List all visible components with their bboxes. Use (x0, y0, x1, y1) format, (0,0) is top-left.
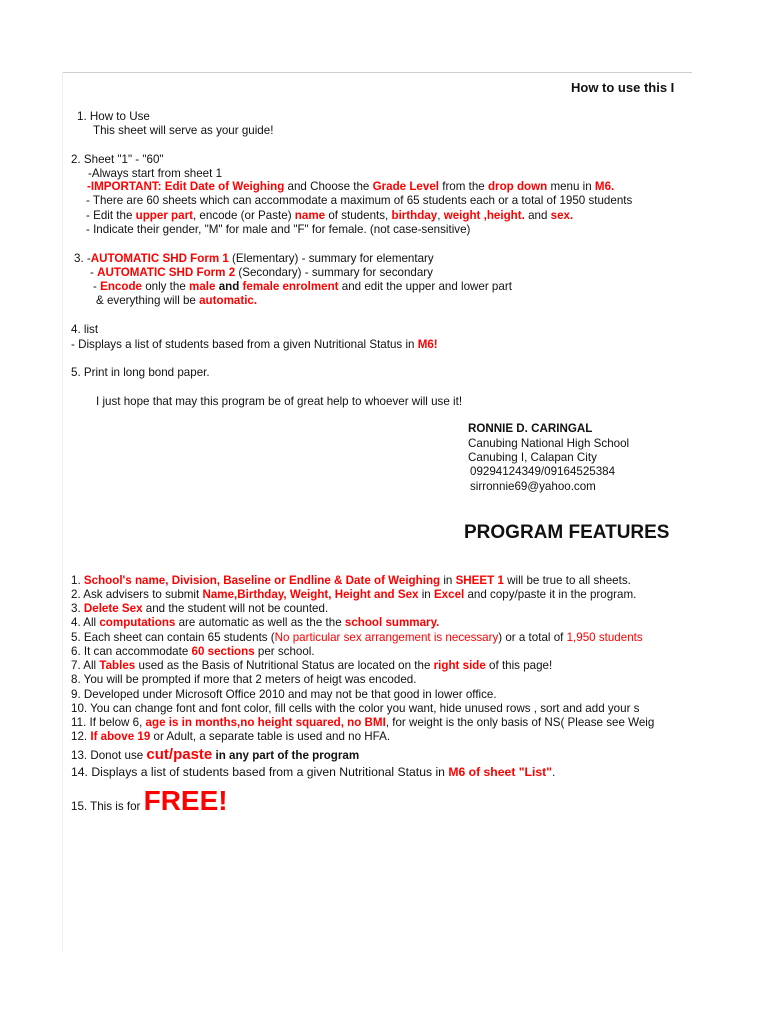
guide-step-2-line-5: - Indicate their gender, "M" for male and "F" for female. (not case-sensitive) (86, 223, 471, 236)
feature-6: 6. It can accommodate 60 sections per school. (71, 645, 315, 658)
feature-12: 12. If above 19 or Adult, a separate table is used and no HFA. (71, 730, 391, 743)
guide-step-1-text: This sheet will serve as your guide! (93, 124, 274, 137)
feature-1: 1. School's name, Division, Baseline or Endline & Date of Weighing in SHEET 1 will be true to all sheets. (71, 574, 631, 587)
guide-step-1-heading: 1. How to Use (77, 110, 150, 123)
spreadsheet-sheet (62, 72, 692, 952)
feature-7: 7. All Tables used as the Basis of Nutritional Status are located on the right side of this page! (71, 659, 553, 672)
feature-14: 14. Displays a list of students based from a given Nutritional Status in M6 of sheet "List". (71, 765, 556, 779)
author-email: sirronnie69@yahoo.com (470, 480, 596, 493)
top-divider (62, 72, 692, 73)
hope-text: I just hope that may this program be of great help to whoever will use it! (96, 395, 463, 408)
guide-step-3-line-4: & everything will be automatic. (96, 294, 258, 307)
guide-step-2-line-2: -IMPORTANT: Edit Date of Weighing and Choose the Grade Level from the drop down menu in M6. (87, 180, 615, 193)
guide-step-2-heading: 2. Sheet "1" - "60" (71, 153, 164, 166)
feature-4: 4. All computations are automatic as well as the the school summary. (71, 616, 440, 629)
feature-13: 13. Donot use cut/paste in any part of the program (71, 746, 360, 763)
feature-5: 5. Each sheet can contain 65 students (No particular sex arrangement is necessary) or a total of 1,950 students (71, 631, 643, 644)
program-features-title: PROGRAM FEATURES (464, 522, 670, 543)
guide-step-4-line-1: - Displays a list of students based from a given Nutritional Status in M6! (71, 338, 438, 351)
feature-11: 11. If below 6, age is in months,no height squared, no BMI, for weight is the only basis of NS( Please see Weig (71, 716, 655, 729)
feature-2: 2. Ask advisers to submit Name,Birthday, Weight, Height and Sex in Excel and copy/paste it in the program. (71, 588, 637, 601)
author-address: Canubing I, Calapan City (468, 451, 597, 464)
left-divider (62, 72, 63, 952)
guide-step-2-line-4: - Edit the upper part, encode (or Paste) name of students, birthday, weight ,height. and sex. (86, 209, 574, 222)
author-school: Canubing National High School (468, 437, 630, 450)
feature-15: 15. This is for FREE! (71, 785, 228, 816)
guide-step-3-line-3: - Encode only the male and female enrolment and edit the upper and lower part (93, 280, 512, 293)
feature-8: 8. You will be prompted if more that 2 meters of heigt was encoded. (71, 673, 417, 686)
guide-step-2-line-1: -Always start from sheet 1 (88, 167, 223, 180)
page-title: How to use this I (571, 80, 675, 95)
feature-10: 10. You can change font and font color, fill cells with the color you want, hide unused rows , sort and add your s (71, 702, 640, 715)
author-phones: 09294124349/09164525384 (470, 465, 616, 478)
guide-step-3-line-2: - AUTOMATIC SHD Form 2 (Secondary) - summary for secondary (90, 266, 433, 279)
author-name: RONNIE D. CARINGAL (468, 422, 593, 435)
guide-step-3-line-1: 3. -AUTOMATIC SHD Form 1 (Elementary) - summary for elementary (74, 252, 434, 265)
feature-3: 3. Delete Sex and the student will not be counted. (71, 602, 329, 615)
guide-step-5-heading: 5. Print in long bond paper. (71, 366, 210, 379)
guide-step-2-line-3: - There are 60 sheets which can accommodate a maximum of 65 students each or a total of 1950 students (86, 194, 633, 207)
guide-step-4-heading: 4. list (71, 323, 99, 336)
feature-9: 9. Developed under Microsoft Office 2010 and may not be that good in lower office. (71, 688, 497, 701)
